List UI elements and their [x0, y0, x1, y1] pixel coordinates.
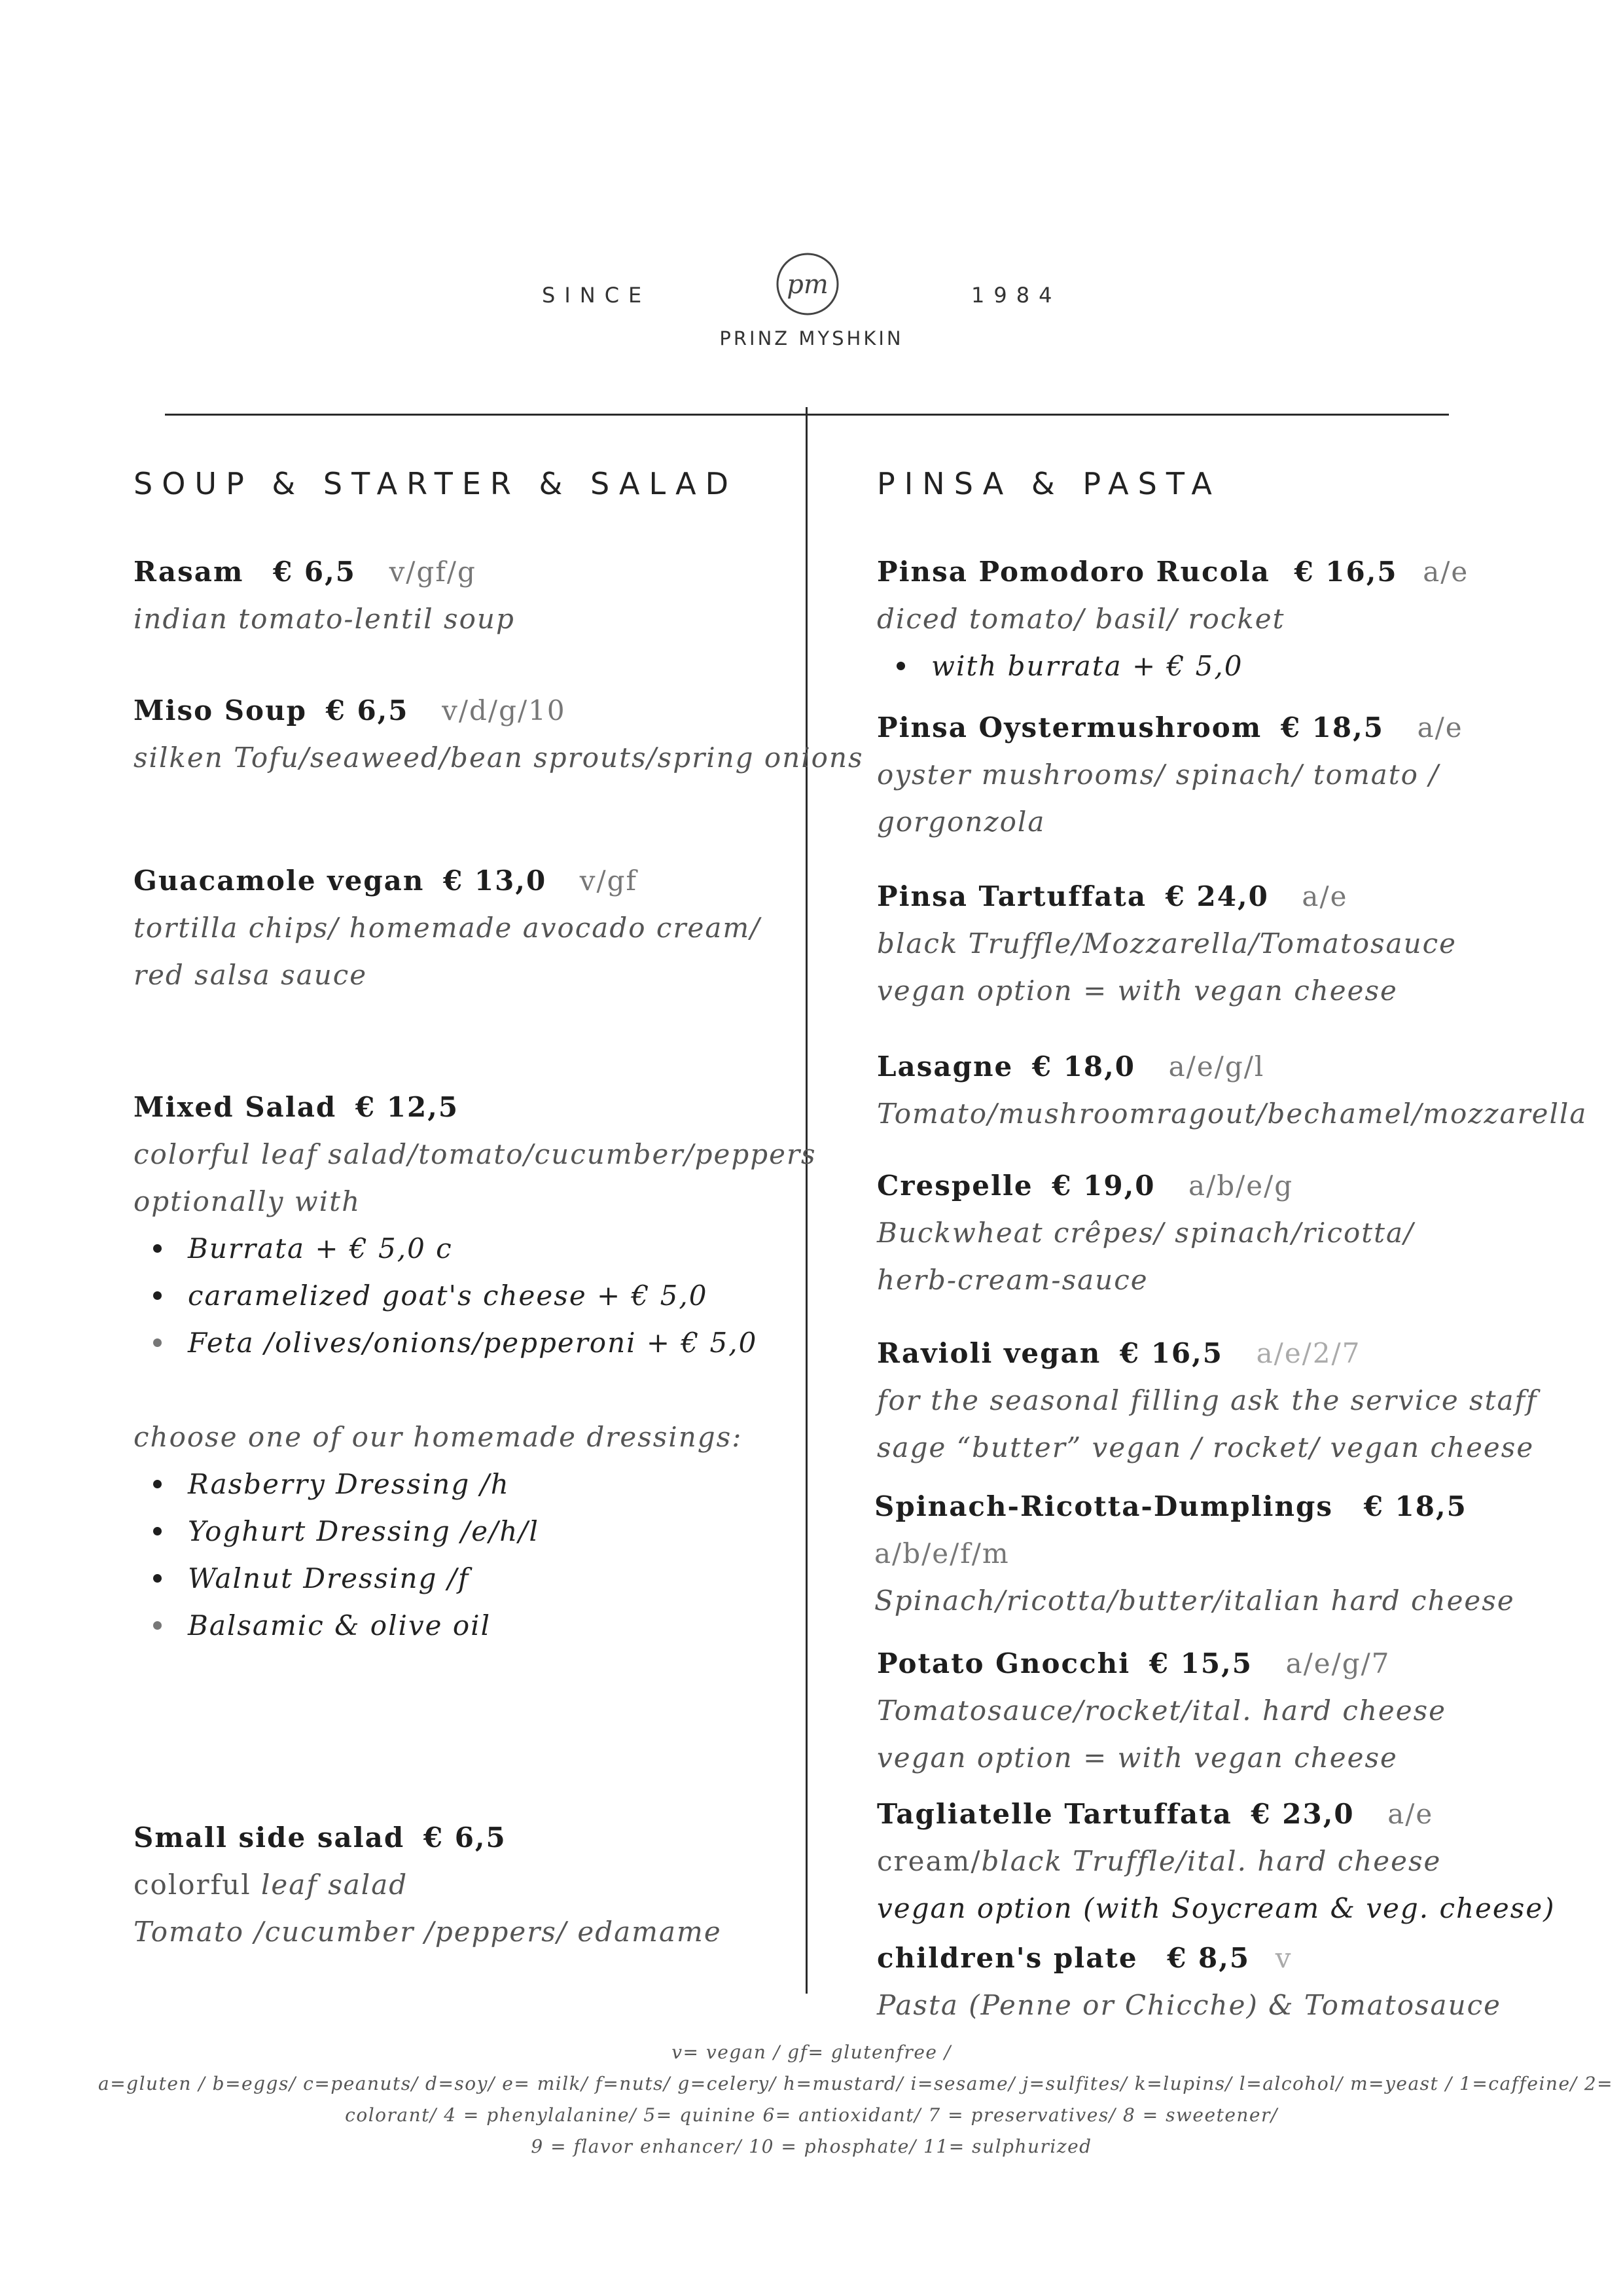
dish-allergens: v/gf	[579, 865, 638, 897]
legend-line: a=gluten / b=eggs/ c=peanuts/ d=soy/ e= milk/ f=nuts/ g=celery/ h=mustard/ i=sesame/ j=sulfites/ k=lupins/ l=alcohol/ m=yeast / 1=caffeine/ 2=	[98, 2073, 1614, 2094]
dish-title	[134, 548, 476, 596]
dish-title	[877, 1935, 1292, 1982]
desc-part: leaf salad	[260, 1869, 408, 1901]
dish-name: Spinach-Ricotta-Dumplings	[874, 1490, 1334, 1522]
dish-allergens: a/e	[1387, 1798, 1434, 1830]
section-title-pinsa-pasta: PINSA & PASTA	[877, 466, 1221, 501]
dish-description: sage “butter” vegan / rocket/ vegan cheese	[877, 1431, 1535, 1463]
dish-allergens: v	[1275, 1942, 1293, 1974]
dish-name: Mixed Salad	[134, 1091, 337, 1123]
dish-description: red salsa sauce	[134, 959, 368, 991]
dish-allergens: a/e	[1423, 556, 1469, 588]
dish-price: € 13,0	[443, 865, 547, 897]
dish-name: Ravioli vegan	[877, 1337, 1101, 1369]
dish-description	[877, 1838, 1441, 1885]
dish-name: Pinsa Pomodoro Rucola	[877, 556, 1270, 588]
dish-name: Lasagne	[877, 1050, 1014, 1083]
dish-allergens: a/e	[1417, 711, 1463, 744]
dish-name: Pinsa Oystermushroom	[877, 711, 1262, 744]
since-label: SINCE	[542, 283, 651, 308]
dish-title	[877, 1791, 1433, 1838]
dish-price: € 23,0	[1251, 1798, 1355, 1830]
legend-line: 9 = flavor enhancer/ 10 = phosphate/ 11= sulphurized	[531, 2136, 1092, 2157]
dish-description: optionally with	[134, 1185, 361, 1217]
desc-part: cream/	[877, 1845, 982, 1877]
dish-price: € 15,5	[1149, 1647, 1253, 1679]
dish-description: Tomato /cucumber /peppers/ edamame	[134, 1916, 722, 1948]
dish-allergens: a/b/e/g	[1188, 1170, 1294, 1202]
dish-price: € 6,5	[325, 694, 409, 726]
dish-allergens: v/d/g/10	[442, 694, 566, 726]
dish-title	[134, 1084, 459, 1131]
dish-price: € 6,5	[273, 556, 356, 588]
brand-name: PRINZ MYSHKIN	[719, 327, 904, 350]
dish-name: Pinsa Tartuffata	[877, 880, 1147, 912]
dish-title	[877, 1330, 1361, 1377]
dish-description: Tomato/mushroomragout/bechamel/mozzarella	[877, 1098, 1588, 1130]
salad-option: Feta /olives/onions/pepperoni + € 5,0	[134, 1319, 757, 1367]
dish-price: € 8,5	[1167, 1942, 1251, 1974]
salad-option: Burrata + € 5,0 c	[134, 1225, 453, 1272]
dish-title	[877, 1640, 1391, 1687]
dressing-item: Walnut Dressing /f	[134, 1555, 469, 1602]
dish-description: diced tomato/ basil/ rocket	[877, 603, 1285, 635]
section-title-soup-starter-salad: SOUP & STARTER & SALAD	[134, 466, 738, 501]
dish-description: Pasta (Penne or Chicche) & Tomatosauce	[877, 1989, 1502, 2021]
dressing-item: Rasberry Dressing /h	[134, 1461, 510, 1508]
dish-description: for the seasonal filling ask the service staff	[877, 1384, 1538, 1416]
svg-text:pm: pm	[787, 270, 829, 300]
dish-title	[874, 1483, 1467, 1530]
dish-price: € 12,5	[355, 1091, 459, 1123]
dish-name: Guacamole vegan	[134, 865, 425, 897]
dish-description: vegan option (with Soycream & veg. cheese)	[877, 1892, 1556, 1924]
dish-price: € 16,5	[1119, 1337, 1223, 1369]
dish-title	[134, 687, 566, 734]
salad-option: caramelized goat's cheese + € 5,0	[134, 1272, 707, 1319]
dish-description: vegan option = with vegan cheese	[877, 975, 1398, 1007]
dish-description: vegan option = with vegan cheese	[877, 1742, 1398, 1774]
legend-line: v= vegan / gf= glutenfree /	[671, 2041, 952, 2063]
dish-title	[877, 548, 1469, 596]
dish-description: colorful leaf salad/tomato/cucumber/peppers	[134, 1138, 817, 1170]
logo-mark	[771, 247, 844, 321]
legend-line: colorant/ 4 = phenylalanine/ 5= quinine 6= antioxidant/ 7 = preservatives/ 8 = sweetener/	[345, 2104, 1278, 2126]
dish-title	[877, 1043, 1264, 1090]
dish-price: € 6,5	[423, 1821, 507, 1854]
desc-part: colorful	[134, 1869, 261, 1901]
dish-name: Miso Soup	[134, 694, 307, 726]
year-label: 1984	[971, 283, 1061, 308]
dish-title	[877, 873, 1347, 920]
dish-allergens: a/e/g/l	[1168, 1050, 1265, 1083]
dish-allergens: a/e/2/7	[1256, 1337, 1361, 1369]
dish-price: € 18,5	[1363, 1490, 1467, 1522]
dish-description: herb-cream-sauce	[877, 1264, 1149, 1296]
dish-name: Small side salad	[134, 1821, 405, 1854]
dish-description	[134, 1861, 408, 1909]
dish-title	[134, 1814, 507, 1861]
dish-price: € 18,0	[1031, 1050, 1135, 1083]
dish-description: oyster mushrooms/ spinach/ tomato /	[877, 759, 1440, 791]
column-divider	[806, 407, 808, 1994]
dish-name: Crespelle	[877, 1170, 1033, 1202]
dressing-item: Balsamic & olive oil	[134, 1602, 491, 1649]
dish-price: € 18,5	[1280, 711, 1384, 744]
dish-name: Potato Gnocchi	[877, 1647, 1131, 1679]
dish-allergens: a/b/e/f/m	[874, 1537, 1010, 1570]
dish-description: Spinach/ricotta/butter/italian hard cheese	[874, 1585, 1515, 1617]
dish-option: with burrata + € 5,0	[877, 643, 1243, 690]
dish-name: Rasam	[134, 556, 244, 588]
dish-title	[877, 1162, 1293, 1210]
dressings-intro: choose one of our homemade dressings:	[134, 1421, 743, 1453]
dressing-item: Yoghurt Dressing /e/h/l	[134, 1508, 539, 1555]
dish-description: indian tomato-lentil soup	[134, 603, 515, 635]
dish-description: black Truffle/Mozzarella/Tomatosauce	[877, 927, 1457, 960]
dish-price: € 24,0	[1165, 880, 1269, 912]
dish-name: children's plate	[877, 1942, 1138, 1974]
dish-description: Tomatosauce/rocket/ital. hard cheese	[877, 1695, 1447, 1727]
dish-price: € 16,5	[1294, 556, 1398, 588]
dish-allergens: a/e	[1302, 880, 1348, 912]
dish-allergens: a/e/g/7	[1285, 1647, 1391, 1679]
dish-description: silken Tofu/seaweed/bean sprouts/spring onions	[134, 742, 864, 774]
dish-description: gorgonzola	[877, 806, 1046, 838]
dish-price: € 19,0	[1052, 1170, 1156, 1202]
dish-allergens: v/gf/g	[389, 556, 476, 588]
dish-description: Buckwheat crêpes/ spinach/ricotta/	[877, 1217, 1415, 1249]
dish-name: Tagliatelle Tartuffata	[877, 1798, 1232, 1830]
desc-part: black Truffle/ital. hard cheese	[981, 1845, 1442, 1877]
dish-title	[134, 857, 637, 905]
dish-description: tortilla chips/ homemade avocado cream/	[134, 912, 761, 944]
dish-title	[877, 704, 1463, 751]
